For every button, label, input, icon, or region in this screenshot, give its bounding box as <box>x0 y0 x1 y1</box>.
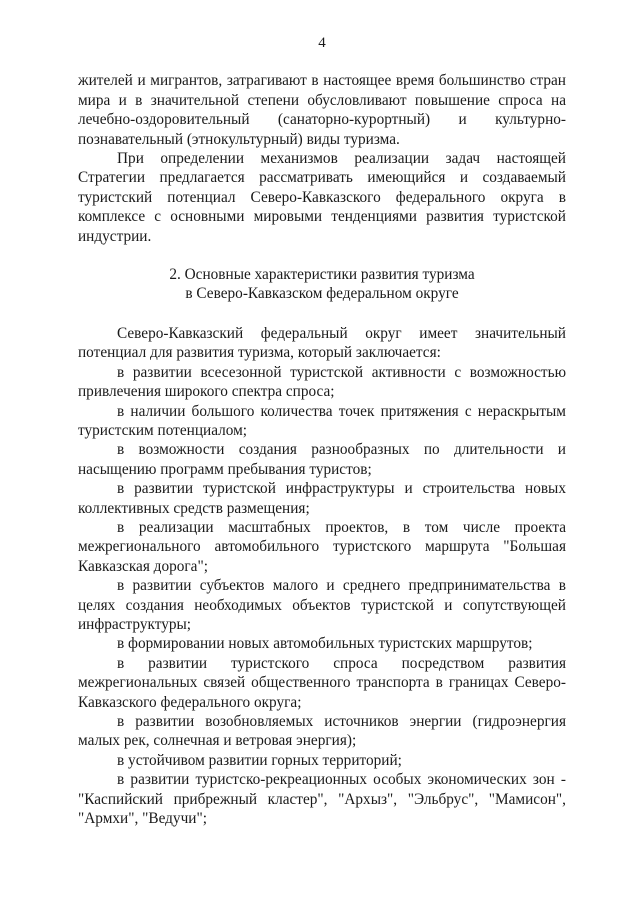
page-number: 4 <box>318 35 326 51</box>
section-heading <box>78 265 566 304</box>
list-item: в реализации масштабных проектов, в том числе проекта межрегионального автомобильного туристского маршрута "Большая Кавказская дорога"; <box>78 518 566 575</box>
intro-paragraph: При определении механизмов реализации задач настоящей Стратегии предлагается рассматривать имеющийся и создаваемый туристский потенциал Северо-Кавказского федерального округа в комплексе с основными мировыми тенденциями развития туристской индустрии. <box>78 150 566 245</box>
list-item: в развитии возобновляемых источников энергии (гидроэнергия малых рек, солнечная и ветровая энергия); <box>78 713 566 750</box>
list-item: в развитии субъектов малого и среднего предпринимательства в целях создания необходимых объектов туристской и сопутствующей инфраструктуры; <box>78 577 566 633</box>
section-heading-line: 2. Основные характеристики развития туризма <box>169 266 475 284</box>
list-item: в устойчивом развитии горных территорий; <box>117 751 402 769</box>
document-page <box>78 34 566 828</box>
list-item: в развитии туристской инфраструктуры и строительства новых коллективных средств размещения; <box>78 480 566 517</box>
list-item: в развитии туристско-рекреационных особых экономических зон - "Каспийский прибрежный кластер", "Архыз", "Эльбрус", "Мамисон", "Армхи", "Ведучи"; <box>78 771 566 828</box>
intro-paragraph-continued: жителей и мигрантов, затрагивают в настоящее время большинство стран мира и в значительной степени обусловливают повышение спроса на лечебно-оздоровительный (санаторно-курортный) и культурно-познавательный (этнокультурный) виды туризма. <box>78 72 566 148</box>
list-item: в возможности создания разнообразных по длительности и насыщению программ пребывания туристов; <box>78 441 566 478</box>
section-heading-line: в Северо-Кавказском федеральном округе <box>185 285 459 303</box>
list-item: в формировании новых автомобильных туристских маршрутов; <box>117 635 533 653</box>
section-lead-paragraph: Северо-Кавказский федеральный округ имеет значительный потенциал для развития туризма, который заключается: <box>78 324 566 362</box>
list-item: в наличии большого количества точек притяжения с нераскрытым туристским потенциалом; <box>78 402 566 439</box>
list-item: в развитии всесезонной туристской активности с возможностью привлечения широкого спектра спроса; <box>78 363 566 401</box>
list-item: в развитии туристского спроса посредством развития межрегиональных связей общественного транспорта в границах Северо-Кавказского федерального округа; <box>78 654 566 711</box>
